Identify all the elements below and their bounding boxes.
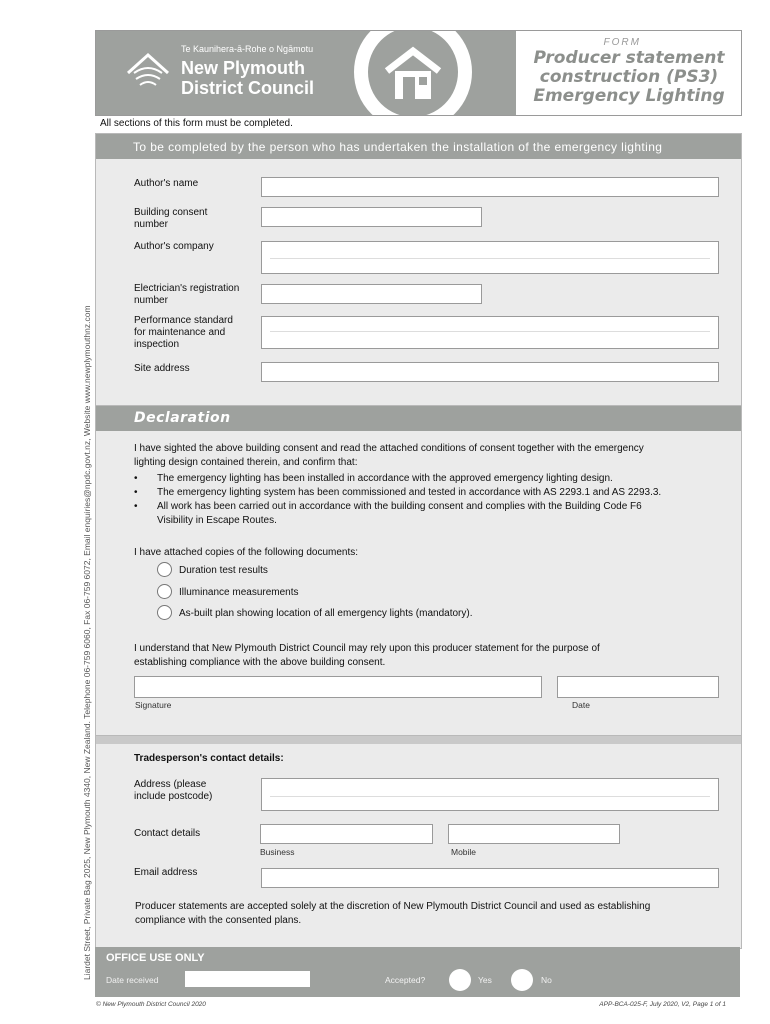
declaration-bar (96, 406, 741, 431)
bullet-text: All work has been carried out in accordance with the building consent and complies with the Building Code F6 (157, 501, 642, 512)
address-label-line1: Address (please (134, 779, 207, 790)
declaration-intro-line2: lighting design contained therein, and confirm that: (134, 457, 358, 468)
bullet-item: • All work has been carried out in accordance with the building consent and complies with the Building Code F6 (134, 501, 642, 512)
logo-band (96, 31, 516, 115)
council-name (181, 58, 314, 98)
bullet-item: • The emergency lighting system has been commissioned and tested in accordance with AS 2293.1 and AS 2293.3. (134, 487, 662, 498)
reliance-statement (134, 642, 600, 670)
address-label-line2: include postcode) (134, 791, 213, 802)
performance-standard-label (134, 315, 233, 351)
accepted-label: Accepted? (385, 975, 426, 985)
performance-label-line3: inspection (134, 339, 180, 350)
attached-docs-intro: I have attached copies of the following documents: (134, 547, 359, 558)
date-input[interactable] (557, 676, 719, 698)
accepted-no-radio[interactable] (511, 969, 533, 991)
authors-company-label: Author's company (134, 241, 214, 252)
declaration-intro-line1: I have sighted the above building consent and read the attached conditions of consent together with the emergency (134, 443, 644, 454)
authors-name-input[interactable] (261, 177, 719, 197)
bullet-text: The emergency lighting has been installed in accordance with the approved emergency lighting design. (157, 473, 613, 484)
council-name-line2: District Council (181, 78, 315, 98)
mobile-label: Mobile (451, 847, 477, 857)
accepted-yes-radio[interactable] (449, 969, 471, 991)
bullet-text-continued: Visibility in Escape Routes. (157, 515, 277, 526)
signature-label: Signature (135, 700, 172, 710)
author-section-title: To be completed by the person who has undertaken the installation of the emergency lighting (133, 140, 663, 154)
site-address-input[interactable] (261, 362, 719, 382)
form-header (95, 30, 742, 116)
illuminance-radio[interactable] (157, 584, 172, 599)
as-built-plan-radio[interactable] (157, 605, 172, 620)
duration-test-radio[interactable] (157, 562, 172, 577)
site-address-label: Site address (134, 363, 190, 374)
bullet-text: The emergency lighting system has been commissioned and tested in accordance with AS 2293.1 and AS 2293.3. (157, 487, 662, 498)
office-use-title: OFFICE USE ONLY (106, 952, 205, 964)
reliance-line2: establishing compliance with the above building consent. (134, 657, 386, 668)
signature-input[interactable] (134, 676, 542, 698)
address-label (134, 779, 212, 803)
yes-label: Yes (478, 975, 492, 985)
business-phone-input[interactable] (260, 824, 433, 844)
author-section-bar (96, 134, 741, 159)
title-line2: construction (PS3) (539, 67, 719, 87)
title-line1: Producer statement (533, 48, 725, 68)
electrician-input[interactable] (261, 284, 482, 304)
form-title (524, 49, 734, 106)
council-name-line1: New Plymouth (181, 58, 306, 78)
illuminance-label: Illuminance measurements (179, 587, 299, 598)
authors-name-label: Author's name (134, 178, 199, 189)
performance-label-line2: for maintenance and (134, 327, 226, 338)
contact-section-divider (96, 736, 741, 744)
no-label: No (541, 975, 552, 985)
date-label: Date (572, 700, 590, 710)
date-received-label: Date received (106, 975, 159, 985)
declaration-section (95, 405, 742, 737)
email-label: Email address (134, 867, 198, 878)
form-label: FORM (603, 37, 641, 48)
acceptance-note-line1: Producer statements are accepted solely at the discretion of New Plymouth District Council and used as establishing (135, 901, 651, 912)
contact-section (95, 735, 742, 949)
electrician-label (134, 283, 239, 307)
declaration-bullets (134, 472, 661, 528)
building-consent-label-line1: Building consent (134, 207, 208, 218)
building-consent-input[interactable] (261, 207, 482, 227)
electrician-label-line1: Electrician's registration (134, 283, 240, 294)
author-section (95, 133, 742, 407)
declaration-title: Declaration (134, 410, 231, 426)
performance-label-line1: Performance standard (134, 315, 233, 326)
date-received-input[interactable] (185, 971, 310, 987)
building-consent-label (134, 207, 207, 231)
mobile-phone-input[interactable] (448, 824, 620, 844)
performance-standard-input[interactable] (261, 316, 719, 349)
address-input[interactable] (261, 778, 719, 811)
business-label: Business (260, 847, 295, 857)
acceptance-note-line2: compliance with the consented plans. (135, 915, 302, 926)
electrician-label-line2: number (134, 295, 168, 306)
reliance-line1: I understand that New Plymouth District Council may rely upon this producer statement for the purpose of (134, 643, 600, 654)
council-logo-icon (124, 49, 172, 93)
building-consent-label-line2: number (134, 219, 168, 230)
contact-details-label: Contact details (134, 828, 201, 839)
title-line3: Emergency Lighting (533, 86, 725, 106)
authors-company-input[interactable] (261, 241, 719, 274)
declaration-intro (134, 442, 644, 470)
contact-side-text: Liardet Street, Private Bag 2025, New Plymouth 4340, New Zealand. Telephone 06-759 6060, Fax 06-759 6072, Email enquiries@npdc.govt.nz, Website www.newplymouthnz.com (82, 305, 92, 980)
acceptance-note (135, 900, 650, 928)
house-icon (381, 41, 445, 105)
bullet-item: • The emergency lighting has been installed in accordance with the approved emergency lighting design. (134, 473, 613, 484)
footer-form-code: APP-BCA-025-F, July 2020, V2, Page 1 of 1 (599, 1001, 726, 1008)
office-use-section (95, 947, 740, 997)
email-input[interactable] (261, 868, 719, 888)
council-maori-name: Te Kaunihera-ā-Rohe o Ngāmotu (181, 44, 314, 54)
duration-test-label: Duration test results (179, 565, 268, 576)
completion-notice: All sections of this form must be completed. (100, 118, 293, 129)
as-built-plan-label: As-built plan showing location of all emergency lights (mandatory). (179, 608, 473, 619)
footer-copyright: © New Plymouth District Council 2020 (96, 1001, 206, 1008)
contact-title: Tradesperson's contact details: (134, 753, 284, 764)
